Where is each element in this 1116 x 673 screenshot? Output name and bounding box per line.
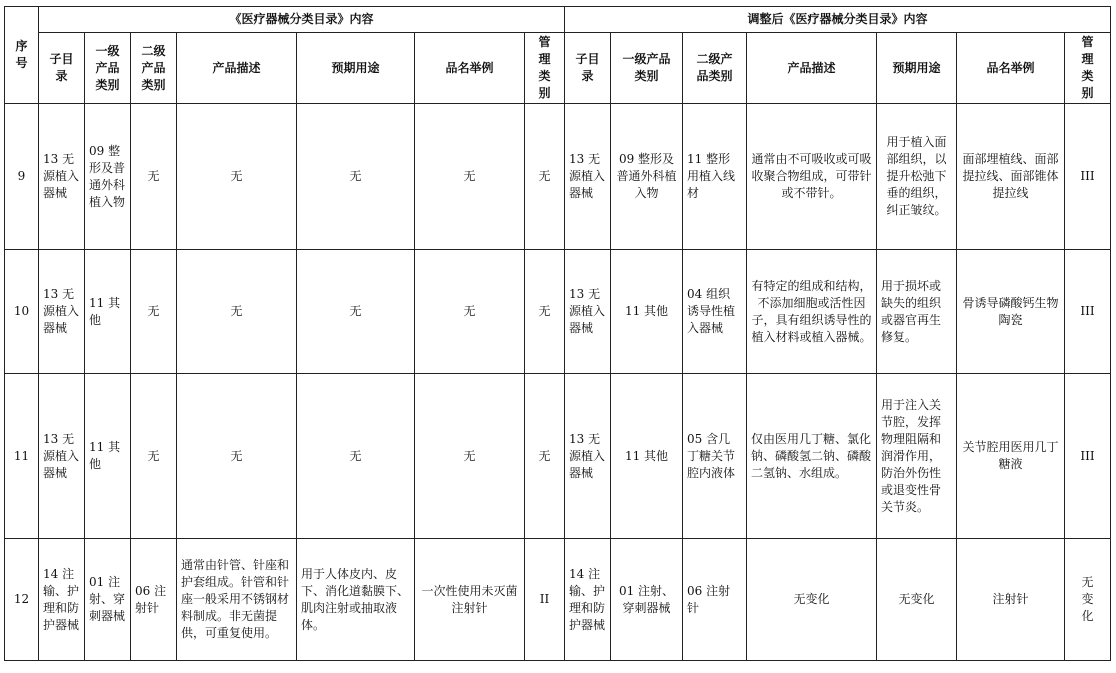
header-original-sub-catalog: 子目录 (39, 33, 85, 104)
cell-original-examples: 无 (415, 374, 525, 539)
cell-adjusted-desc: 通常由不可吸收或可吸收聚合物组成，可带针或不带针。 (747, 104, 877, 250)
cell-adjusted-mgmt: III (1065, 104, 1111, 250)
cell-adjusted-examples: 注射针 (957, 539, 1065, 661)
header-adjusted-sub-catalog: 子目录 (565, 33, 611, 104)
cell-original-sub-catalog: 14 注输、护理和防护器械 (39, 539, 85, 661)
cell-original-desc: 无 (177, 374, 297, 539)
header-group-adjusted: 调整后《医疗器械分类目录》内容 (565, 7, 1111, 33)
cell-adjusted-level1: 01 注射、穿刺器械 (611, 539, 683, 661)
cell-adjusted-mgmt: III (1065, 374, 1111, 539)
header-original-level1: 一级产品类别 (85, 33, 131, 104)
cell-original-level2: 无 (131, 104, 177, 250)
cell-original-sub-catalog: 13 无源植入器械 (39, 374, 85, 539)
cell-adjusted-desc: 有特定的组成和结构，不添加细胞或活性因子，具有组织诱导性的植入材料或植入器械。 (747, 250, 877, 374)
cell-original-level1: 01 注射、穿刺器械 (85, 539, 131, 661)
header-original-use: 预期用途 (297, 33, 415, 104)
header-original-level2: 二级产品类别 (131, 33, 177, 104)
cell-adjusted-sub-catalog: 13 无源植入器械 (565, 104, 611, 250)
cell-adjusted-use: 用于植入面部组织，以提升松弛下垂的组织，纠正皱纹。 (877, 104, 957, 250)
cell-original-level2: 无 (131, 250, 177, 374)
cell-adjusted-level1: 11 其他 (611, 374, 683, 539)
cell-original-level1: 09 整形及普通外科植入物 (85, 104, 131, 250)
cell-adjusted-level2: 06 注射针 (683, 539, 747, 661)
cell-original-mgmt: 无 (525, 374, 565, 539)
classification-table-page (4, 6, 1110, 664)
cell-original-mgmt: 无 (525, 104, 565, 250)
cell-original-level2: 无 (131, 374, 177, 539)
header-adjusted-examples: 品名举例 (957, 33, 1065, 104)
cell-adjusted-level1: 11 其他 (611, 250, 683, 374)
cell-original-desc: 无 (177, 104, 297, 250)
table-row (5, 104, 1111, 250)
cell-original-examples: 无 (415, 104, 525, 250)
cell-seq: 9 (5, 104, 39, 250)
table-row (5, 539, 1111, 661)
cell-original-mgmt: II (525, 539, 565, 661)
cell-adjusted-use: 用于注入关节腔，发挥物理阻隔和润滑作用，防治外伤性或退变性骨关节炎。 (877, 374, 957, 539)
cell-original-desc: 通常由针管、针座和护套组成。针管和针座一般采用不锈钢材料制成。非无菌提供，可重复使用。 (177, 539, 297, 661)
cell-adjusted-mgmt: 无变化 (1065, 539, 1111, 661)
cell-adjusted-mgmt: III (1065, 250, 1111, 374)
table-row (5, 250, 1111, 374)
cell-original-use: 无 (297, 250, 415, 374)
cell-original-sub-catalog: 13 无源植入器械 (39, 250, 85, 374)
cell-adjusted-sub-catalog: 14 注输、护理和防护器械 (565, 539, 611, 661)
cell-adjusted-level2: 05 含几丁糖关节腔内液体 (683, 374, 747, 539)
cell-adjusted-level1: 09 整形及普通外科植入物 (611, 104, 683, 250)
header-adjusted-mgmt: 管理类别 (1065, 33, 1111, 104)
cell-adjusted-desc: 仅由医用几丁糖、氯化钠、磷酸氢二钠、磷酸二氢钠、水组成。 (747, 374, 877, 539)
cell-adjusted-level2: 04 组织诱导性植入器械 (683, 250, 747, 374)
table-row (5, 374, 1111, 539)
header-original-mgmt: 管理类别 (525, 33, 565, 104)
cell-original-use: 无 (297, 104, 415, 250)
cell-seq: 11 (5, 374, 39, 539)
header-group-original: 《医疗器械分类目录》内容 (39, 7, 565, 33)
cell-original-examples: 无 (415, 250, 525, 374)
header-original-desc: 产品描述 (177, 33, 297, 104)
cell-original-use: 无 (297, 374, 415, 539)
cell-original-sub-catalog: 13 无源植入器械 (39, 104, 85, 250)
cell-original-use: 用于人体皮内、皮下、消化道黏膜下、肌肉注射或抽取液体。 (297, 539, 415, 661)
cell-adjusted-use: 用于损坏或缺失的组织或器官再生修复。 (877, 250, 957, 374)
cell-original-level2: 06 注射针 (131, 539, 177, 661)
cell-adjusted-desc: 无变化 (747, 539, 877, 661)
header-adjusted-desc: 产品描述 (747, 33, 877, 104)
cell-adjusted-examples: 面部埋植线、面部提拉线、面部锥体提拉线 (957, 104, 1065, 250)
cell-seq: 10 (5, 250, 39, 374)
cell-seq: 12 (5, 539, 39, 661)
cell-original-examples: 一次性使用未灭菌注射针 (415, 539, 525, 661)
classification-adjustment-table (4, 6, 1111, 661)
cell-original-level1: 11 其他 (85, 250, 131, 374)
cell-adjusted-level2: 11 整形用植入线材 (683, 104, 747, 250)
header-adjusted-level1: 一级产品类别 (611, 33, 683, 104)
cell-adjusted-examples: 骨诱导磷酸钙生物陶瓷 (957, 250, 1065, 374)
cell-adjusted-sub-catalog: 13 无源植入器械 (565, 374, 611, 539)
cell-adjusted-examples: 关节腔用医用几丁糖液 (957, 374, 1065, 539)
header-adjusted-level2: 二级产品类别 (683, 33, 747, 104)
header-seq: 序号 (5, 7, 39, 104)
cell-original-level1: 11 其他 (85, 374, 131, 539)
header-group-row (5, 7, 1111, 33)
header-original-examples: 品名举例 (415, 33, 525, 104)
cell-adjusted-sub-catalog: 13 无源植入器械 (565, 250, 611, 374)
cell-original-desc: 无 (177, 250, 297, 374)
header-adjusted-use: 预期用途 (877, 33, 957, 104)
cell-original-mgmt: 无 (525, 250, 565, 374)
header-column-row (5, 33, 1111, 104)
cell-adjusted-use: 无变化 (877, 539, 957, 661)
